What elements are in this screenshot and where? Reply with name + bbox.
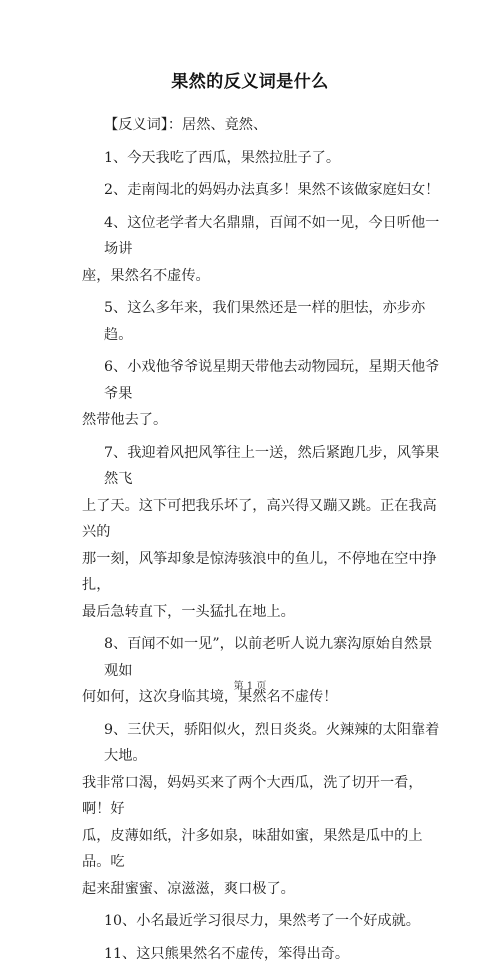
paragraph-continuation-line: 然带他去了。: [82, 412, 168, 428]
paragraph: [104, 177, 444, 204]
page-title: 果然的反义词是什么: [171, 72, 329, 92]
paragraph: [82, 717, 444, 903]
paragraph-continuation-line: 何如何，这次身临其境，果然名不虚传！: [82, 689, 338, 705]
paragraph-first-line: 1、今天我吃了西瓜，果然拉肚子了。: [104, 149, 341, 166]
paragraph-continuation-line: 那一刻，风筝却象是惊涛骇浪中的鱼儿，不停地在空中挣扎，: [82, 550, 437, 593]
paragraph: [82, 210, 444, 290]
paragraph-continuation-line: 上了天。这下可把我乐坏了，高兴得又蹦又跳。正在我高兴的: [82, 497, 437, 540]
paragraph-first-line: 2、走南闯北的妈妈办法真多！果然不该做家庭妇女！: [104, 182, 440, 198]
paragraph: [104, 941, 444, 968]
paragraph-first-line: 7、我迎着风把风筝往上一送，然后紧跑几步，风筝果然飞: [104, 444, 440, 487]
paragraph-first-line: 8、百闻不如一见”，以前老听人说九寨沟原始自然景观如: [104, 636, 433, 679]
paragraph-continuation-line: 起来甜蜜蜜、凉滋滋，爽口极了。: [82, 880, 295, 897]
paragraph: [82, 354, 444, 434]
paragraph-continuation-line: 座，果然名不虚传。: [82, 267, 210, 284]
paragraph-first-line: 9、三伏天，骄阳似火，烈日炎炎。火辣辣的太阳靠着大地。: [104, 721, 440, 764]
paragraph: [104, 908, 444, 935]
paragraph: [104, 295, 444, 348]
paragraph-first-line: 【反义词】：居然、竟然、: [104, 117, 268, 133]
paragraph: [104, 112, 444, 139]
paragraph-first-line: 6、小戏他爷爷说星期天带他去动物园玩，星期天他爷爷果: [104, 359, 440, 402]
paragraph: [82, 440, 444, 626]
paragraph-first-line: 10、小名最近学习很尽力，果然考了一个好成就。: [104, 913, 420, 929]
paragraph-first-line: 11、这只熊果然名不虚传，笨得出奇。: [104, 945, 350, 962]
paragraph-first-line: 5、这么多年来，我们果然还是一样的胆怯，亦步亦趋。: [104, 300, 426, 343]
paragraph-continuation-line: 瓜，皮薄如纸，汁多如泉，味甜如蜜，果然是瓜中的上品。吃: [82, 827, 423, 870]
paragraph-first-line: 4、这位老学者大名鼎鼎，百闻不如一见，今日听他一场讲: [104, 214, 440, 257]
paragraph: [104, 145, 444, 172]
document-body: [82, 112, 444, 973]
paragraph: [82, 631, 444, 711]
page-number: 第 1 页: [233, 681, 267, 692]
paragraph-continuation-line: 我非常口渴，妈妈买来了两个大西瓜，洗了切开一看，啊！好: [82, 774, 423, 817]
paragraph-continuation-line: 最后急转直下，一头猛扎在地上。: [82, 603, 295, 620]
